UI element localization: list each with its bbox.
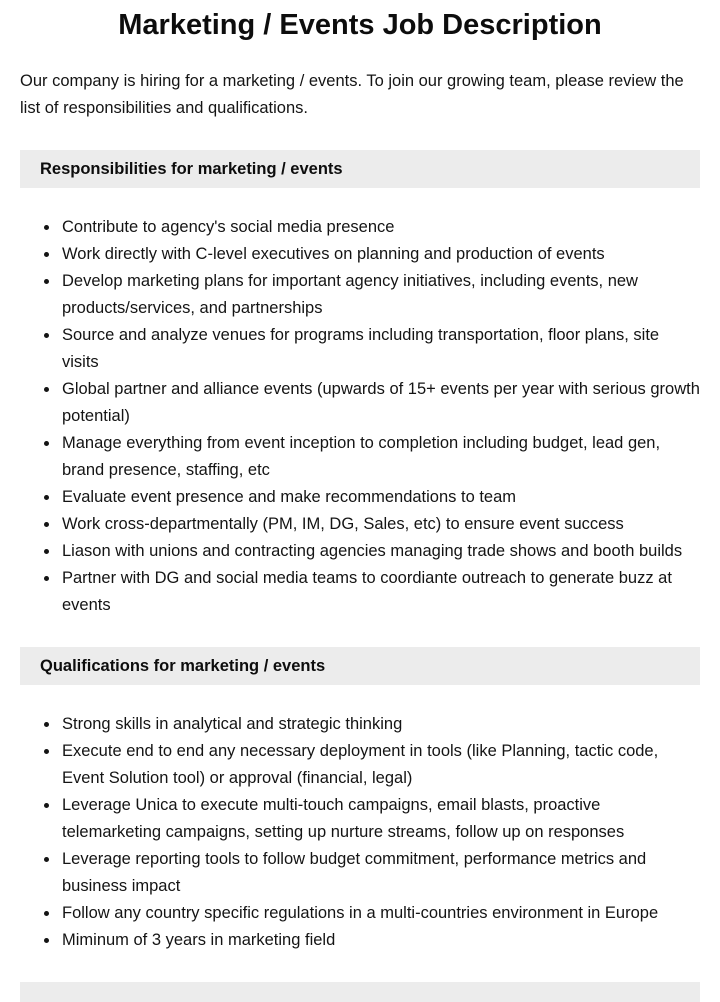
list-item: • Miminum of 3 years in marketing field	[60, 927, 700, 954]
list-item: • Evaluate event presence and make recommendations to team	[60, 484, 700, 511]
responsibilities-heading: Responsibilities for marketing / events	[20, 150, 700, 188]
qualifications-section	[20, 647, 700, 954]
list-item: • Work cross-departmentally (PM, IM, DG, Sales, etc) to ensure event success	[60, 511, 700, 538]
responsibilities-list	[20, 214, 700, 619]
list-item: • Work directly with C-level executives on planning and production of events	[60, 241, 700, 268]
list-item: • Contribute to agency's social media presence	[60, 214, 700, 241]
list-item: • Leverage reporting tools to follow budget commitment, performance metrics and business impact	[60, 846, 700, 900]
list-item: • Source and analyze venues for programs including transportation, floor plans, site visits	[60, 322, 700, 376]
list-item: • Execute end to end any necessary deployment in tools (like Planning, tactic code, Event Solution tool) or approval (financial, legal)	[60, 738, 700, 792]
qualifications-list	[20, 711, 700, 954]
list-item: • Strong skills in analytical and strategic thinking	[60, 711, 700, 738]
intro-paragraph: Our company is hiring for a marketing / events. To join our growing team, please review the list of responsibilities and qualifications.	[20, 72, 684, 117]
list-item: • Partner with DG and social media teams to coordiante outreach to generate buzz at events	[60, 565, 700, 619]
list-item: • Liason with unions and contracting agencies managing trade shows and booth builds	[60, 538, 700, 565]
list-item: • Global partner and alliance events (upwards of 15+ events per year with serious growth potential)	[60, 376, 700, 430]
responsibilities-section	[20, 150, 700, 619]
list-item: • Leverage Unica to execute multi-touch campaigns, email blasts, proactive telemarketing campaigns, setting up nurture streams, follow up on responses	[60, 792, 700, 846]
list-item: • Manage everything from event inception to completion including budget, lead gen, brand presence, staffing, etc	[60, 430, 700, 484]
page-title: Marketing / Events Job Description	[118, 9, 602, 41]
qualifications-heading: Qualifications for marketing / events	[20, 647, 700, 685]
list-item: • Follow any country specific regulations in a multi-countries environment in Europe	[60, 900, 700, 927]
partial-section-header	[20, 982, 700, 1002]
list-item: • Develop marketing plans for important agency initiatives, including events, new products/services, and partnerships	[60, 268, 700, 322]
